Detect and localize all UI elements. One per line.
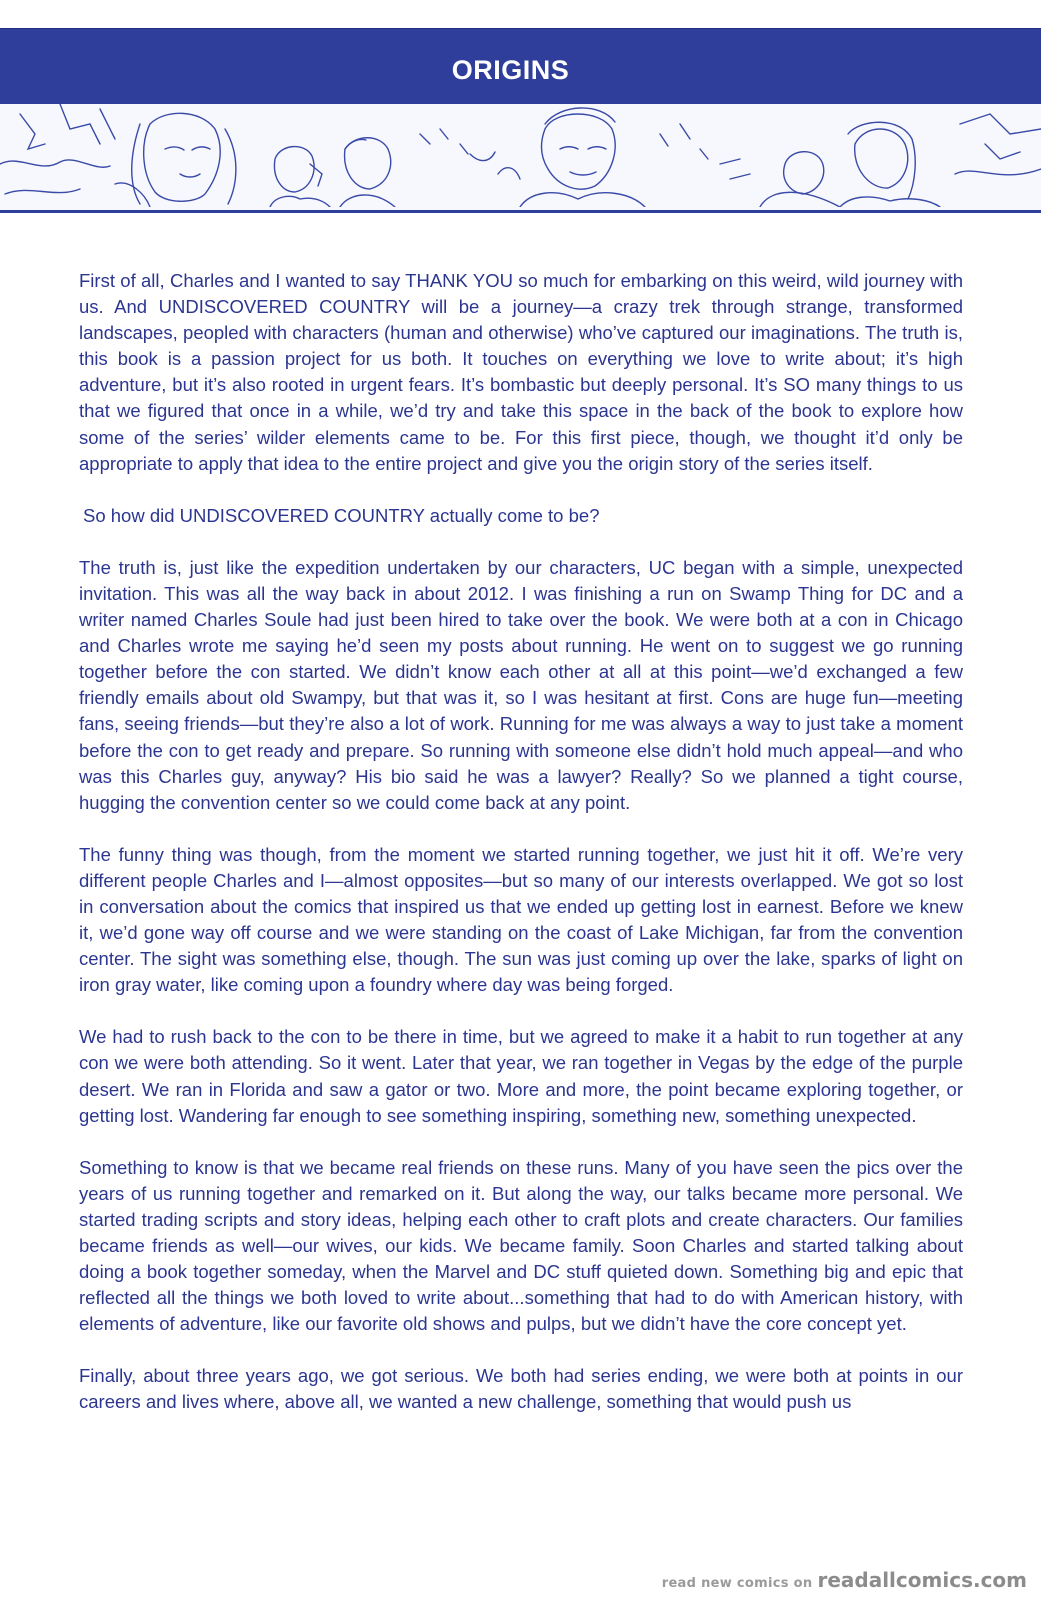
paragraph: First of all, Charles and I wanted to say THANK YOU so much for embarking on this weird, wild journey with us. And UNDISCOVERED COUNTRY will be a journey—a crazy trek through strange, transformed landscapes, peopled with characters (human and otherwise) who’ve captured our imaginations. The truth is, this book is a passion project for us both. It touches on everything we love to write about; it’s high adventure, but it’s also rooted in urgent fears. It’s bombastic but deeply personal. It’s SO many things to us that we figured that once in a while, we’d try and take this space in the back of the book to explore how some of the series’ wilder elements came to be. For this first piece, though, we thought it’d only be appropriate to apply that idea to the entire project and give you the origin story of the series itself. — [79, 270, 963, 474]
character-lineup-illustration — [0, 104, 1041, 213]
paragraph: We had to rush back to the con to be there in time, but we agreed to make it a habit to run together at any con we were both attending. So it went. Later that year, we ran together in Vegas by the edge of the purple desert. We ran in Florida and saw a gator or two. More and more, the point became exploring together, or getting lost. Wandering far enough to see something inspiring, something new, something unexpected. — [79, 1026, 963, 1126]
paragraph: Finally, about three years ago, we got serious. We both had series ending, we were both at points in our careers and lives where, above all, we wanted a new challenge, something that would push us — [79, 1365, 963, 1413]
watermark — [662, 1568, 1027, 1592]
paragraph: The funny thing was though, from the moment we started running together, we just hit it off. We’re very different people Charles and I—almost opposites—but so many of our interests overlapped. We got so lost in conversation about the comics that inspired us that we ended up getting lost in earnest. Before we knew it, we’d gone way off course and we were standing on the coast of Lake Michigan, far from the convention center. The sight was something else, though. The sun was just coming up over the lake, sparks of light on iron gray water, like coming upon a foundry where day was being forged. — [79, 843, 963, 996]
header-banner — [0, 28, 1041, 105]
paragraph: Something to know is that we became real friends on these runs. Many of you have seen the pics over the years of us running together and remarked on it. But along the way, our talks became more personal. We started trading scripts and story ideas, helping each other to craft plots and create characters. Our families became friends as well—our wives, our kids. We became family. Soon Charles and started talking about doing a book together someday, when the Marvel and DC stuff quieted down. Something big and epic that reflected all the things we both loved to write about...something that had to do with American history, with elements of adventure, like our favorite old shows and pulps, but we didn’t have the core concept yet. — [79, 1156, 963, 1335]
watermark-site: readallcomics.com — [817, 1568, 1027, 1592]
page-title: ORIGINS — [451, 54, 570, 85]
watermark-prefix: read new comics on — [661, 1576, 813, 1591]
paragraph: So how did UNDISCOVERED COUNTRY actually come to be? — [83, 504, 600, 526]
article-body — [79, 268, 963, 1442]
paragraph: The truth is, just like the expedition undertaken by our characters, UC began with a simple, unexpected invitation. This was all the way back in about 2012. I was finishing a run on Swamp Thing for DC and a writer named Charles Soule had just been hired to take over the book. We were both at a con in Chicago and Charles wrote me saying he’d seen my posts about running. He went on to suggest we go running together before the con started. We didn’t know each other at all at this point—we’d exchanged a few friendly emails about old Swampy, but that was it, so I was hesitant at first. Cons are huge fun—meeting fans, seeing friends—but they’re also a lot of work. Running for me was always a way to just take a moment before the con to get ready and prepare. So running with someone else didn’t hold much appeal—and who was this Charles guy, anyway? His bio said he was a lawyer? Really? So we planned a tight course, hugging the convention center so we could come back at any point. — [79, 556, 963, 813]
illustration-art — [0, 104, 1041, 207]
